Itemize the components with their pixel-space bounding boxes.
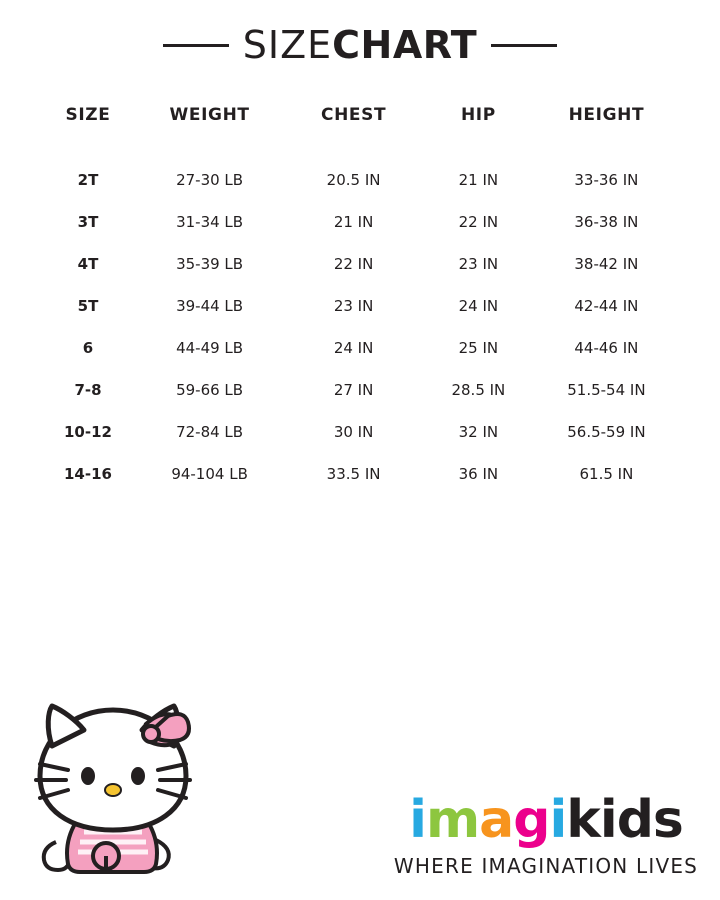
cell-hip: 25 IN [458, 339, 499, 357]
cell-hip: 28.5 IN [451, 381, 506, 399]
cell-weight: 72-84 LB [176, 423, 244, 441]
size-chart-container [0, 104, 720, 495]
table-header-row [40, 104, 680, 159]
cell-chest: 23 IN [333, 297, 374, 315]
table-row [40, 285, 680, 327]
title-text [242, 23, 478, 67]
footer-area [0, 640, 720, 900]
column-header-hip: HIP [460, 105, 496, 125]
logo-word-kids: kids [566, 790, 683, 850]
cell-size: 4T [77, 255, 99, 273]
cell-chest: 30 IN [333, 423, 374, 441]
cell-weight: 59-66 LB [176, 381, 244, 399]
table-header [40, 104, 680, 159]
cell-chest: 33.5 IN [326, 465, 381, 483]
cell-hip: 21 IN [458, 171, 499, 189]
cell-weight: 94-104 LB [171, 465, 248, 483]
column-header-height: HEIGHT [568, 105, 645, 125]
cell-weight: 27-30 LB [176, 171, 244, 189]
cell-size: 10-12 [64, 423, 112, 441]
cell-chest: 24 IN [333, 339, 374, 357]
table-row [40, 453, 680, 495]
hello-kitty-icon [18, 672, 208, 882]
logo-letter-a: a [479, 790, 514, 850]
table-row [40, 201, 680, 243]
cell-size: 2T [77, 171, 99, 189]
logo-letter-g: g [513, 790, 550, 850]
cell-hip: 24 IN [458, 297, 499, 315]
cell-size: 6 [82, 339, 94, 357]
table-row [40, 327, 680, 369]
cell-height: 51.5-54 IN [567, 381, 646, 399]
logo-letter-m: m [425, 790, 480, 850]
logo-letter-i2: i [549, 790, 567, 850]
cell-height: 36-38 IN [574, 213, 639, 231]
cell-size: 7-8 [74, 381, 102, 399]
cell-chest: 21 IN [333, 213, 374, 231]
cell-height: 44-46 IN [574, 339, 639, 357]
cell-chest: 20.5 IN [326, 171, 381, 189]
cell-weight: 35-39 LB [176, 255, 244, 273]
title-light: SIZE [242, 23, 333, 67]
cell-hip: 36 IN [458, 465, 499, 483]
cell-hip: 32 IN [458, 423, 499, 441]
brand-tagline: WHERE IMAGINATION LIVES [393, 854, 699, 878]
cell-chest: 27 IN [333, 381, 374, 399]
cell-height: 42-44 IN [574, 297, 639, 315]
table-body [40, 159, 680, 495]
cell-size: 14-16 [64, 465, 112, 483]
cell-weight: 39-44 LB [176, 297, 244, 315]
title-rule-left [163, 44, 229, 47]
cell-weight: 44-49 LB [176, 339, 244, 357]
brand-logo [386, 790, 706, 878]
brand-logo-text [386, 790, 706, 850]
table-row [40, 411, 680, 453]
column-header-size: SIZE [65, 105, 111, 125]
cell-height: 61.5 IN [579, 465, 634, 483]
cell-chest: 22 IN [333, 255, 374, 273]
title-bold: CHART [332, 23, 478, 67]
size-chart-table [40, 104, 680, 495]
column-header-weight: WEIGHT [169, 105, 250, 125]
cell-hip: 22 IN [458, 213, 499, 231]
title-rule-right [491, 44, 557, 47]
cell-height: 33-36 IN [574, 171, 639, 189]
cell-hip: 23 IN [458, 255, 499, 273]
table-row [40, 243, 680, 285]
table-row [40, 159, 680, 201]
column-header-chest: CHEST [321, 105, 387, 125]
cell-height: 38-42 IN [574, 255, 639, 273]
cell-weight: 31-34 LB [176, 213, 244, 231]
table-row [40, 369, 680, 411]
cell-size: 5T [77, 297, 99, 315]
logo-letter-i: i [409, 790, 426, 850]
page-title [0, 0, 720, 68]
cell-size: 3T [77, 213, 99, 231]
cell-height: 56.5-59 IN [567, 423, 646, 441]
